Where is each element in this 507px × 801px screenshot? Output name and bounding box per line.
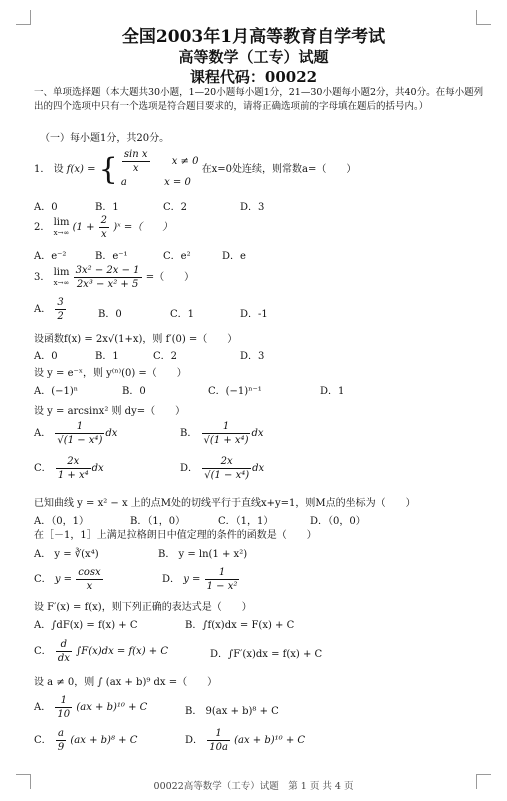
question-7: 已知曲线 y = x² − x 上的点M处的切线平行于直线x+y=1，则M点的坐标为（ ） <box>34 498 416 509</box>
question-10: 设 a ≠ 0，则 ∫ (ax + b)⁹ dx =（ ） <box>34 677 218 688</box>
question-6: 设 y = arcsinx² 则 dy=（ ） <box>34 406 186 417</box>
question-8: 在［－1，1］上满足拉格朗日中值定理的条件的函数是（ ） <box>34 530 317 541</box>
question-5: 设 y = e⁻ˣ，则 y⁽ⁿ⁾(0) =（ ） <box>34 368 187 379</box>
q1-option-d: D．3 <box>240 202 265 213</box>
q9-option-d: D．∫F′(x)dx = f(x) + C <box>210 649 323 660</box>
question-9: 设 F′(x) = f(x)，则下列正确的表达式是（ ） <box>34 602 252 613</box>
q8-option-a: A． y = ∛(x⁴) <box>34 549 99 560</box>
q5-option-a: A．(−1)ⁿ <box>34 386 79 397</box>
q5-option-c: C．(−1)ⁿ⁻¹ <box>208 386 262 397</box>
q1-option-a: A．0 <box>34 202 58 213</box>
q3-option-c: C．1 <box>170 309 195 320</box>
q9-option-c: C． $\frac{d}{dx}$ ∫F(x)dx = f(x) + C <box>34 639 168 664</box>
course-code: 课程代码：00022 <box>189 68 318 86</box>
exam-subject: 高等数学（工专）试题 <box>178 48 329 66</box>
q3-option-b: B．0 <box>98 309 122 320</box>
question-2: 2． lim x→∞ (1 + $\frac{2}{x}$ )ˣ =（ ） <box>34 215 173 240</box>
question-1: 1． 设 f(x) = { $\frac{\text{sin x}}{x}$ x ≠ 0 a x = 0 在x=0处连续，则常数a=（ ） <box>34 148 356 191</box>
question-3: 3． lim x→∞ $\frac{\text{3x² − 2x − 1}}{\text{2x³ − x² + 5}}$ =（ ） <box>34 265 195 290</box>
q1-option-b: B．1 <box>95 202 119 213</box>
question-4: 设函数f(x) = 2x√(1+x)，则 f′(0) =（ ） <box>34 334 238 345</box>
q4-option-c: C．2 <box>153 351 178 362</box>
q5-option-d: D．1 <box>320 386 345 397</box>
q1-option-c: C．2 <box>163 202 188 213</box>
q4-option-d: D．3 <box>240 351 265 362</box>
q4-option-b: B．1 <box>95 351 119 362</box>
q8-option-c: C． y = $\frac{\cos x}{x}$ <box>34 567 101 592</box>
q9-option-b: B．∫f(x)dx = F(x) + C <box>185 620 295 631</box>
q2-option-a: A．e⁻² <box>34 251 67 262</box>
q9-option-a: A．∫dF(x) = f(x) + C <box>34 620 138 631</box>
q4-option-a: A．0 <box>34 351 58 362</box>
q7-option-b: B．（1，0） <box>130 516 186 527</box>
brace-symbol: { <box>98 151 118 187</box>
q10-option-c: C． $\frac{a}{9}$ (ax + b)⁸ + C <box>34 728 138 753</box>
section-instructions: 一、单项选择题（本大题共30小题，1—20小题每小题1分，21—30小题每小题2分，共40分。在每小题列出的四个选项中只有一个选项是符合题目要求的，请将正确选项前的字母填在题后的括号内。） <box>34 87 484 112</box>
page-footer: 00022高等数学（工专）试题 第 1 页 共 4 页 <box>153 781 354 792</box>
q6-option-d: D． $\frac{2x}{\text{√(1 − x⁴)}}$ dx <box>180 456 265 481</box>
exam-title: 全国2003年1月高等教育自学考试 <box>121 27 386 47</box>
q8-option-b: B． y = ln(1 + x²) <box>158 549 248 560</box>
q8-option-d: D． y = $\frac{1}{\text{1 − x²}}$ <box>162 567 238 592</box>
q6-option-a: A． $\frac{1}{\text{√(1 − x⁴)}}$ dx <box>34 421 118 446</box>
q10-option-d: D． $\frac{1}{10a}$ (ax + b)¹⁰ + C <box>185 728 306 753</box>
q3-option-a: A． $\frac{3}{2}$ <box>34 297 64 322</box>
q2-option-c: C．e² <box>163 251 191 262</box>
q2-option-b: B．e⁻¹ <box>95 251 128 262</box>
q7-option-d: D．（0，0） <box>310 516 366 527</box>
q3-option-d: D．-1 <box>240 309 268 320</box>
q2-option-d: D．e <box>222 251 246 262</box>
subsection-heading: （一）每小题1分，共20分。 <box>40 133 170 144</box>
piecewise-cases: $\frac{\text{sin x}}{x}$ x ≠ 0 a x = 0 <box>120 149 199 188</box>
q6-option-c: C． $\frac{2x}{\text{1 + x⁴}}$ dx <box>34 456 104 481</box>
q5-option-b: B．0 <box>122 386 146 397</box>
q10-option-a: A． $\frac{1}{10}$ (ax + b)¹⁰ + C <box>34 695 148 720</box>
q7-option-c: C．（1，1） <box>218 516 274 527</box>
q6-option-b: B． $\frac{1}{\text{√(1 + x⁴)}}$ dx <box>180 421 264 446</box>
q7-option-a: A．（0，1） <box>34 516 89 527</box>
q10-option-b: B． 9(ax + b)⁸ + C <box>185 706 279 717</box>
